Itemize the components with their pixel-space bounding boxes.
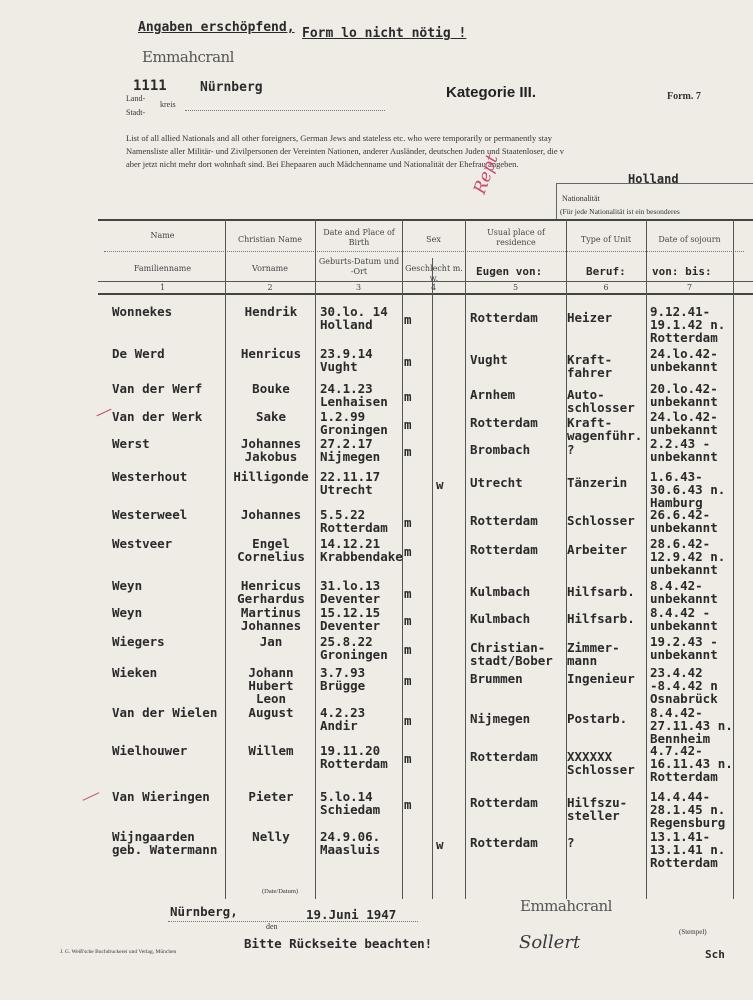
- cell-job: Zimmer- mann: [567, 640, 620, 668]
- cell-sex: m: [404, 515, 412, 530]
- col-number-6: 6: [603, 283, 609, 292]
- cell-name: Westveer: [112, 536, 173, 551]
- col-header-residence-en: Usual place of residence: [487, 228, 545, 247]
- cell-res: Kulmbach: [470, 584, 531, 599]
- city-name: Nürnberg: [200, 80, 263, 95]
- cell-job: Heizer: [567, 310, 613, 325]
- column-number-divider: [98, 293, 753, 295]
- col-number-3: 3: [355, 283, 362, 292]
- col-header-unit-de: Beruf:: [586, 265, 626, 278]
- nationality-note: (Für jede Nationalität ist ein besonderes: [560, 207, 680, 216]
- col-header-sojourn-de: von: bis:: [652, 265, 712, 278]
- cell-name: Wonnekes: [112, 304, 173, 319]
- cell-job: Kraft- fahrer: [567, 352, 613, 380]
- cell-res: Christian- stadt/Bober: [470, 640, 553, 668]
- cell-name: Van der Wielen: [112, 705, 218, 720]
- cell-name: Wieken: [112, 665, 158, 680]
- cell-sex: w: [436, 837, 444, 852]
- col-divider-2: [315, 219, 316, 899]
- category-label: Kategorie III.: [446, 84, 537, 101]
- cell-birth: 3.7.93 Brügge: [320, 665, 366, 693]
- cell-sex: m: [404, 613, 412, 628]
- footer-place: Nürnberg,: [170, 904, 238, 919]
- cell-birth: 14.12.21 Krabbendake: [320, 536, 403, 564]
- cell-job: Auto- schlosser: [567, 387, 635, 415]
- cell-first: Pieter: [248, 789, 294, 804]
- cell-dates: 20.lo.42- unbekannt: [650, 381, 718, 409]
- cell-dates: 13.1.41- 13.1.41 n. Rotterdam: [650, 829, 726, 870]
- cell-res: Rotterdam: [470, 749, 538, 764]
- cell-job: Arbeiter: [567, 542, 628, 557]
- cell-birth: 19.11.20 Rotterdam: [320, 743, 388, 771]
- intro-german-2: aber jetzt nicht mehr dort wohnhaft sind. Bei Ehepaaren auch Mädchenname und Nationalität der Ehefrau angeben.: [126, 159, 519, 169]
- cell-birth: 24.9.06. Maasluis: [320, 829, 381, 857]
- cell-res: Rotterdam: [470, 310, 538, 325]
- kreis-dotted-line: [185, 110, 385, 111]
- header-mid-dotted: [104, 251, 744, 252]
- cell-name: Weyn: [112, 578, 143, 593]
- cell-job: Kraft- wagenführ.: [567, 415, 643, 443]
- cell-birth: 5.5.22 Rotterdam: [320, 507, 388, 535]
- signature: Sollert: [519, 932, 581, 953]
- cell-dates: 9.12.41- 19.1.42 n. Rotterdam: [650, 304, 726, 345]
- stamp-top: Emmahcranl: [142, 48, 234, 66]
- cell-job: Ingenieur: [567, 671, 635, 686]
- cell-res: Rotterdam: [470, 795, 538, 810]
- cell-dates: 24.lo.42- unbekannt: [650, 346, 718, 374]
- red-checkmark: [97, 409, 112, 417]
- cell-name: Westerhout: [112, 469, 188, 484]
- cell-res: Arnhem: [470, 387, 516, 402]
- cell-res: Rotterdam: [470, 542, 538, 557]
- col-number-1: 1: [159, 283, 166, 292]
- cell-name: Van Wieringen: [112, 789, 210, 804]
- col-header-christian-en: Christian Name: [237, 235, 303, 244]
- cell-name: Weyn: [112, 605, 143, 620]
- cell-first: Henricus: [240, 346, 302, 361]
- cell-name: Van der Werk: [112, 409, 203, 424]
- intro-english: List of all allied Nationals and all other foreigners, German Jews and stateless etc. who were temporarily or permanently stay: [126, 133, 553, 143]
- cell-first: Hilligonde: [233, 469, 309, 484]
- col-header-name-en: Name: [150, 231, 175, 240]
- intro-german-1: Namensliste aller Militär- und Zivilpersonen der Vereinten Nationen, anderer Ausländer, deutschen Juden und Staatenloser, die v: [126, 146, 565, 156]
- col-header-residence-de: Eugen von:: [476, 265, 543, 278]
- cell-birth: 25.8.22 Groningen: [320, 634, 388, 662]
- land-number: 1111: [133, 78, 167, 94]
- col-header-sex-en: Sex: [426, 235, 441, 244]
- cell-sex: m: [404, 642, 412, 657]
- cell-dates: 24.lo.42- unbekannt: [650, 409, 718, 437]
- cell-dates: 8.4.42- 27.11.43 n. Bennheim: [650, 705, 733, 746]
- cell-job: Postarb.: [567, 711, 628, 726]
- cell-first: Nelly: [252, 829, 290, 844]
- cell-res: Utrecht: [470, 475, 523, 490]
- cell-job: Hilfsarb.: [567, 584, 635, 599]
- top-note-right: Form lo nicht nötig !: [302, 26, 467, 41]
- nationality-value: Holland: [628, 172, 679, 186]
- cell-sex: m: [404, 713, 412, 728]
- cell-job: XXXXXX Schlosser: [567, 749, 635, 777]
- cell-first: Johannes: [240, 507, 302, 522]
- cell-dates: 1.6.43- 30.6.43 n. Hamburg: [650, 469, 726, 510]
- col-header-sex-de: Geschlecht m. w.: [405, 264, 463, 283]
- cell-first: Sake: [255, 409, 287, 424]
- cell-birth: 22.11.17 Utrecht: [320, 469, 381, 497]
- cell-name: Westerweel: [112, 507, 188, 522]
- col-number-7: 7: [686, 283, 693, 292]
- kreis-label: kreis: [160, 100, 176, 109]
- cell-job: ?: [567, 835, 575, 850]
- col-header-birth-de: Geburts-Datum und -Ort: [318, 257, 400, 276]
- cell-res: Rotterdam: [470, 835, 538, 850]
- cell-sex: m: [404, 417, 412, 432]
- cell-res: Nijmegen: [470, 711, 531, 726]
- cell-first: Johannes Jakobus: [240, 436, 302, 464]
- nationality-label: Nationalität: [562, 194, 600, 203]
- cell-sex: m: [404, 751, 412, 766]
- col-number-5: 5: [512, 283, 519, 292]
- cell-res: Brummen: [470, 671, 523, 686]
- red-scribble: Rept: [470, 151, 503, 197]
- top-note-left: Angaben erschöpfend,: [138, 20, 295, 35]
- cell-name: Wielhouwer: [112, 743, 188, 758]
- cell-dates: 23.4.42 -8.4.42 n Osnabrück: [650, 665, 718, 706]
- cell-sex: w: [436, 477, 444, 492]
- cell-sex: m: [404, 444, 412, 459]
- col-header-name-de: Familienname: [133, 264, 192, 273]
- cell-job: Hilfszu- steller: [567, 795, 628, 823]
- cell-sex: m: [404, 586, 412, 601]
- cell-job: Tänzerin: [567, 475, 628, 490]
- cell-first: Johann Hubert Leon: [248, 665, 294, 706]
- cell-dates: 26.6.42- unbekannt: [650, 507, 718, 535]
- cell-sex: m: [404, 673, 412, 688]
- cell-job: ?: [567, 442, 575, 457]
- printer-line: J. G. Weiß'sche Buchdruckerei und Verlag, München: [60, 949, 177, 955]
- cell-name: Wiegers: [112, 634, 165, 649]
- cell-birth: 5.lo.14 Schiedam: [320, 789, 381, 817]
- cell-first: August: [248, 705, 294, 720]
- cell-dates: 28.6.42- 12.9.42 n. unbekannt: [650, 536, 726, 577]
- cell-name: De Werd: [112, 346, 165, 361]
- date-dotted-line: [168, 921, 418, 922]
- stamp-bottom: Emmahcranl: [520, 897, 612, 915]
- cell-dates: 14.4.44- 28.1.45 n. Regensburg: [650, 789, 726, 830]
- cell-first: Hendrik: [244, 304, 298, 319]
- cell-birth: 24.1.23 Lenhaisen: [320, 381, 388, 409]
- cell-job: Hilfsarb.: [567, 611, 635, 626]
- cell-dates: 4.7.42- 16.11.43 n. Rotterdam: [650, 743, 733, 784]
- stempel-label: (Stempel): [679, 928, 707, 936]
- cell-sex: m: [404, 544, 412, 559]
- cell-res: Kulmbach: [470, 611, 531, 626]
- cell-dates: 2.2.43 - unbekannt: [650, 436, 718, 464]
- table-top-border: [98, 219, 753, 221]
- land-label: Land-: [126, 94, 146, 103]
- cell-dates: 19.2.43 - unbekannt: [650, 634, 718, 662]
- cell-res: Brombach: [470, 442, 531, 457]
- cell-dates: 8.4.42- unbekannt: [650, 578, 718, 606]
- footer-date: 19.Juni 1947: [306, 907, 397, 922]
- initials: Sch: [705, 948, 725, 961]
- date-label: (Date/Datum): [262, 888, 299, 895]
- cell-sex: m: [404, 797, 412, 812]
- cell-res: Vught: [470, 352, 508, 367]
- cell-birth: 4.2.23 Andir: [320, 705, 366, 733]
- cell-birth: 31.lo.13 Deventer: [320, 578, 381, 606]
- cell-res: Rotterdam: [470, 415, 538, 430]
- cell-job: Schlosser: [567, 513, 635, 528]
- cell-birth: 1.2.99 Groningen: [320, 409, 388, 437]
- col-header-sojourn-en: Date of sojourn: [658, 235, 721, 244]
- col-header-unit-en: Type of Unit: [580, 235, 632, 244]
- col-number-2: 2: [267, 283, 273, 292]
- den-label: den: [266, 922, 278, 931]
- cell-sex: m: [404, 354, 412, 369]
- col-header-christian-de: Vorname: [252, 264, 288, 273]
- cell-birth: 27.2.17 Nijmegen: [320, 436, 381, 464]
- col-header-birth-en: Date and Place of Birth: [323, 228, 395, 247]
- stadt-label: Stadt-: [126, 108, 146, 117]
- cell-res: Rotterdam: [470, 513, 538, 528]
- cell-first: Henricus Gerhardus: [237, 578, 305, 606]
- col-number-4: 4: [430, 283, 437, 292]
- cell-name: Werst: [112, 436, 150, 451]
- cell-first: Jan: [259, 634, 283, 649]
- cell-sex: m: [404, 312, 412, 327]
- cell-birth: 15.12.15 Deventer: [320, 605, 381, 633]
- cell-birth: 23.9.14 Vught: [320, 346, 373, 374]
- cell-birth: 30.lo. 14 Holland: [320, 304, 388, 332]
- cell-first: Bouke: [252, 381, 290, 396]
- cell-first: Martinus Johannes: [240, 605, 302, 633]
- cell-name: Wijngaarden geb. Watermann: [112, 829, 218, 857]
- form-label: Form. 7: [667, 91, 701, 102]
- cell-sex: m: [404, 389, 412, 404]
- cell-first: Engel Cornelius: [237, 536, 305, 564]
- cell-name: Van der Werf: [112, 381, 203, 396]
- cell-dates: 8.4.42 - unbekannt: [650, 605, 718, 633]
- cell-first: Willem: [248, 743, 294, 758]
- red-checkmark: [83, 792, 100, 801]
- col-divider-1: [225, 219, 226, 899]
- footer-note: Bitte Rückseite beachten!: [244, 936, 433, 951]
